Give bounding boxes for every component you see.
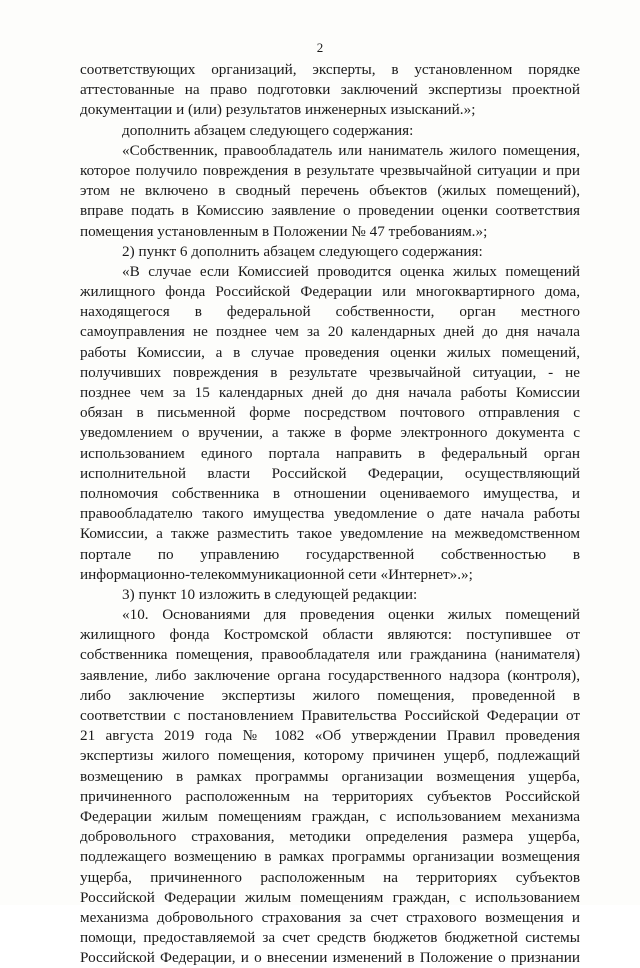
text-line: этом не включено в сводный перечень объектов (жилых помещений), bbox=[80, 182, 580, 200]
text-line: помещения установленным в Положении № 47 требованиям.»; bbox=[80, 222, 488, 240]
text-line: 21 августа 2019 года № 1082 «Об утверждении Правил проведения bbox=[80, 727, 580, 745]
text-line: самоуправления не позднее чем за 20 календарных дней до дня начала bbox=[80, 323, 580, 341]
text-line: дополнить абзацем следующего содержания: bbox=[122, 121, 414, 139]
text-line: подлежащего возмещению в рамках программы организации возмещения bbox=[80, 848, 580, 866]
text-line: Российской Федерации жилым помещениям граждан, с использованием bbox=[80, 888, 580, 906]
text-line: заявление, либо заключение органа государственного надзора (контроля), bbox=[80, 666, 580, 684]
text-line: соответствии с постановлением Правительства Российской Федерации от bbox=[80, 707, 580, 724]
document-body bbox=[80, 60, 580, 968]
text-line: 3) пункт 10 изложить в следующей редакции: bbox=[122, 585, 418, 603]
text-line: либо заключение экспертизы жилого помещения, проведенной в bbox=[80, 686, 580, 704]
text-line: помощи, предоставляемой за счет средств бюджетов бюджетной системы bbox=[80, 929, 580, 947]
text-line: использованием единого портала направить в федеральный орган bbox=[80, 444, 580, 462]
text-line: экспертизы жилого помещения, которому причинен ущерб, подлежащий bbox=[80, 747, 580, 765]
text-line: Федерации жилым помещениям граждан, с использованием механизма bbox=[80, 807, 580, 825]
text-line: полномочия собственника в отношении оцениваемого имущества, и bbox=[80, 484, 580, 502]
page-number: 2 bbox=[316, 40, 324, 55]
text-line: позднее чем за 15 календарных дней до дня начала работы Комиссии bbox=[80, 384, 580, 401]
text-line: Комиссии, а также разместить такое уведомление на межведомственном bbox=[80, 525, 580, 543]
text-line: аттестованные на право подготовки заключений экспертизы проектной bbox=[80, 81, 580, 99]
text-line: «Собственник, правообладатель или наниматель жилого помещения, bbox=[122, 141, 580, 159]
text-line: вправе подать в Комиссию заявление о проведении оценки соответствия bbox=[80, 202, 580, 220]
text-line: работы Комиссии, а в случае проведения оценки жилых помещений, bbox=[80, 343, 580, 361]
text-line: собственника помещения, правообладателя или гражданина (нанимателя) bbox=[80, 646, 580, 664]
text-line: уведомлением о вручении, а также в форме электронного документа с bbox=[80, 424, 580, 442]
text-line: соответствующих организаций, эксперты, в установленном порядке bbox=[80, 61, 580, 78]
text-line: 2) пункт 6 дополнить абзацем следующего содержания: bbox=[122, 242, 483, 260]
text-line: «В случае если Комиссией проводится оценка жилых помещений bbox=[122, 262, 580, 280]
text-line: документации и (или) результатов инженерных изысканий.»; bbox=[80, 101, 476, 119]
text-line: которое получило повреждения в результате чрезвычайной ситуации и при bbox=[80, 161, 580, 179]
text-line: находящегося в федеральной собственности, орган местного bbox=[80, 303, 580, 321]
text-line: жилищного фонда Российской Федерации или многоквартирного дома, bbox=[80, 283, 580, 301]
text-line: жилищного фонда Костромской области являются: поступившее от bbox=[80, 626, 580, 644]
text-line: «10. Основаниями для проведения оценки жилых помещений bbox=[122, 606, 580, 624]
text-line: причиненного расположенным на территориях субъектов Российской bbox=[80, 787, 580, 805]
text-line: добровольного страхования, методики определения размера ущерба, bbox=[80, 828, 580, 846]
text-line: получивших повреждения в результате чрезвычайной ситуации, - не bbox=[80, 363, 580, 381]
text-line: механизма добровольного страхования за счет страхового возмещения и bbox=[80, 908, 580, 926]
text-line: Российской Федерации, и о внесении изменений в Положение о признании bbox=[80, 949, 580, 967]
text-line: портале по управлению государственной собственностью в bbox=[80, 545, 580, 563]
text-line: информационно-телекоммуникационной сети «Интернет».»; bbox=[80, 565, 473, 583]
text-line: возмещению в рамках программы организации возмещения ущерба, bbox=[80, 767, 580, 785]
text-line: ущерба, причиненного расположенным на территориях субъектов bbox=[80, 868, 580, 886]
text-line: исполнительной власти Российской Федерации, осуществляющий bbox=[80, 464, 580, 482]
text-line: обязан в письменной форме посредством почтового отправления с bbox=[80, 404, 580, 422]
text-line: правообладателю такого имущества уведомление о дате начала работы bbox=[80, 505, 580, 523]
